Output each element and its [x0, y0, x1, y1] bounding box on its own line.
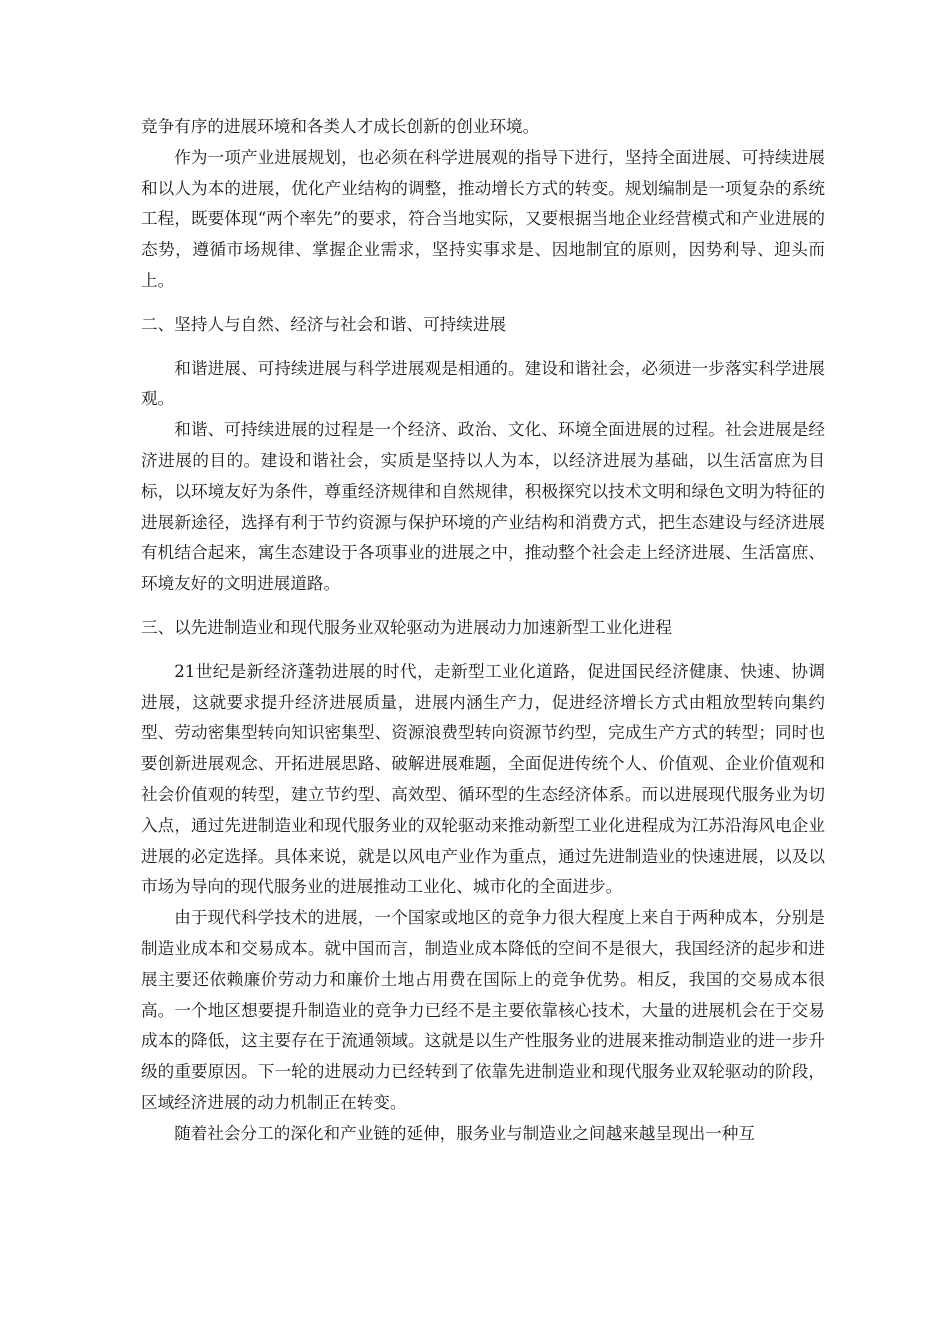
section-heading: 二、坚持人与自然、经济与社会和谐、可持续进展 — [141, 314, 507, 334]
paragraph: 作为一项产业进展规划，也必须在科学进展观的指导下进行，坚持全面进展、可持续进展和以人为本的进展，优化产业结构的调整，推动增长方式的转变。规划编制是一项复杂的系统工程，既要体现“两个率先”的要求，符合当地实际，又要根据当地企业经营模式和产业进展的态势，遵循市场规律、掌握企业需求，坚持实事求是、因地制宜的原则，因势利导、迎头而上。 — [141, 147, 825, 290]
paragraph-continued: 竞争有序的进展环境和各类人才成长创新的创业环境。 — [141, 117, 540, 136]
paragraph: 和谐、可持续进展的过程是一个经济、政治、文化、环境全面进展的过程。社会进展是经济进展的目的。建设和谐社会，实质是坚持以人为本，以经济进展为基础，以生活富庶为目标，以环境友好为条件，尊重经济规律和自然规律，积极探究以技术文明和绿色文明为特征的进展新途径，选择有利于节约资源与保护环境的产业结构和消费方式，把生态建设与经济进展有机结合起来，寓生态建设于各项事业的进展之中，推动整个社会走上经济进展、生活富庶、环境友好的文明进展道路。 — [141, 420, 825, 594]
section-heading: 三、以先进制造业和现代服务业双轮驱动为进展动力加速新型工业化进程 — [141, 617, 672, 637]
paragraph: 由于现代科学技术的进展，一个国家或地区的竞争力很大程度上来自于两种成本，分别是制造业成本和交易成本。就中国而言，制造业成本降低的空间不是很大，我国经济的起步和进展主要还依赖廉价劳动力和廉价土地占用费在国际上的竞争优势。相反，我国的交易成本很高。一个地区想要提升制造业的竞争力已经不是主要依靠核心技术，大量的进展机会在于交易成本的降低，这主要存在于流通领域。这就是以生产性服务业的进展来推动制造业的进一步升级的重要原因。下一轮的进展动力已经转到了依靠先进制造业和现代服务业双轮驱动的阶段，区域经济进展的动力机制正在转变。 — [141, 908, 825, 1112]
paragraph: 和谐进展、可持续进展与科学进展观是相通的。建设和谐社会，必须进一步落实科学进展观。 — [141, 358, 825, 409]
document-body — [141, 112, 825, 1150]
paragraph: 随着社会分工的深化和产业链的延伸，服务业与制造业之间越来越呈现出一种互 — [174, 1123, 755, 1143]
paragraph: 21世纪是新经济蓬勃进展的时代，走新型工业化道路，促进国民经济健康、快速、协调进展，这就要求提升经济进展质量，进展内涵生产力，促进经济增长方式由粗放型转向集约型、劳动密集型转向知识密集型、资源浪费型转向资源节约型，完成生产方式的转型；同时也要创新进展观念、开拓进展思路、破解进展难题，全面促进传统个人、价值观、企业价值观和社会价值观的转型，建立节约型、高效型、循环型的生态经济体系。而以进展现代服务业为切入点，通过先进制造业和现代服务业的双轮驱动来推动新型工业化进程成为江苏沿海风电企业进展的必定选择。具体来说，就是以风电产业作为重点，通过先进制造业的快速进展，以及以市场为导向的现代服务业的进展推动工业化、城市化的全面进步。 — [141, 661, 825, 897]
